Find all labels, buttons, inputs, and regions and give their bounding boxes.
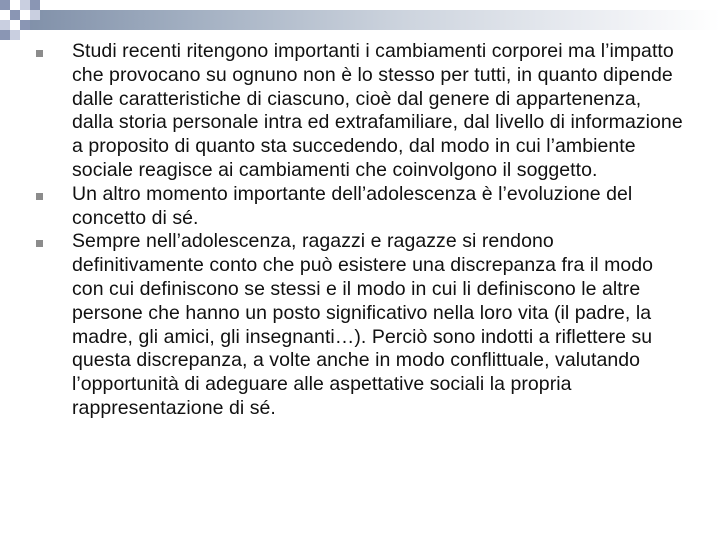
bullet-list	[36, 40, 686, 421]
square-bullet-icon	[36, 193, 43, 200]
bullet-text: Studi recenti ritengono importanti i cambiamenti corporei ma l’impatto che provocano su ognuno non è lo stesso per tutti, in quanto dipende dalle caratteristiche di ciascuno, cioè dal genere di appartenenza, dalla storia personale intra ed extrafamiliare, dal livello di informazione a proposito di quanto sta succedendo, dal modo in cui l’ambiente sociale reagisce ai cambiamenti che coinvolgono il soggetto.	[72, 40, 683, 181]
slide-content	[36, 40, 686, 421]
bullet-item	[36, 230, 686, 420]
square-bullet-icon	[36, 240, 43, 247]
bullet-text: Sempre nell’adolescenza, ragazzi e ragazze si rendono definitivamente conto che può esistere una discrepanza fra il modo con cui definiscono se stessi e il modo in cui li definiscono le altre persone che hanno un posto significativo nella loro vita (il padre, la madre, gli amici, gli insegnanti…). Perciò sono indotti a riflettere su questa discrepanza, a volte anche in modo conflittuale, valutando l’opportunità di adeguare alle aspettative sociali la propria rappresentazione di sé.	[72, 230, 654, 419]
corner-mosaic-decoration	[0, 0, 80, 40]
square-bullet-icon	[36, 50, 43, 57]
header-band	[20, 10, 720, 30]
bullet-item	[36, 40, 686, 183]
bullet-item	[36, 183, 686, 231]
bullet-text: Un altro momento importante dell’adolescenza è l’evoluzione del concetto di sé.	[72, 182, 633, 229]
